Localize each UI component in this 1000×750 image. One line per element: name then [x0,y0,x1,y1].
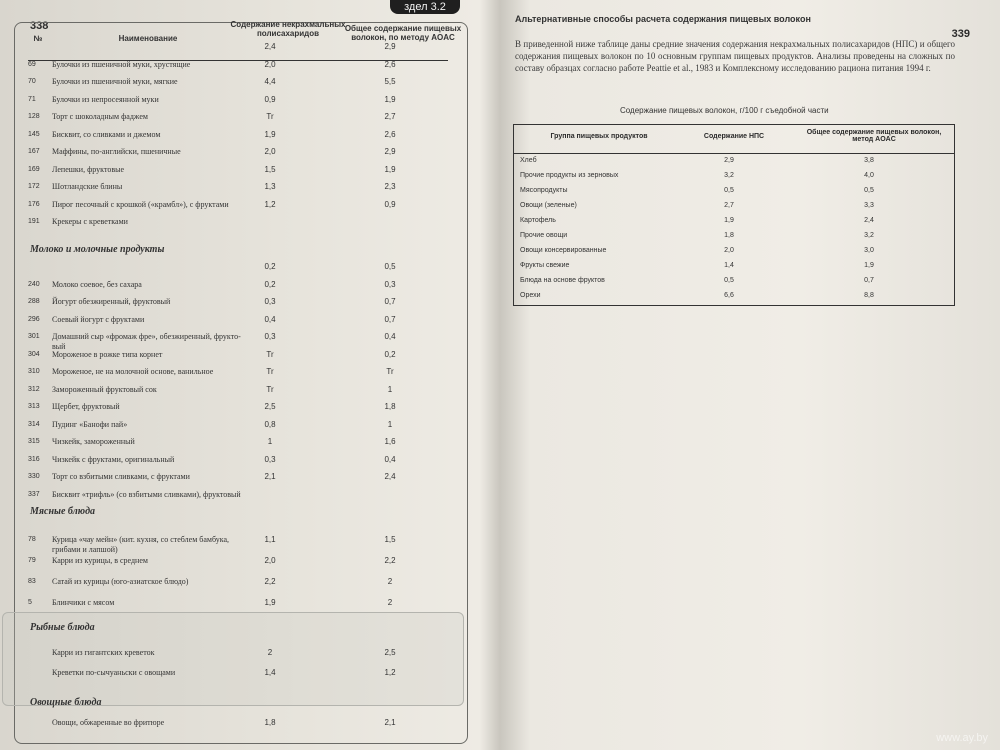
aoac-value: 8,8 [864,292,874,299]
nsp-value: 2,0 [724,247,734,254]
row-number: 169 [28,165,40,173]
nsp-value: 1,8 [724,232,734,239]
nsp-value: 0,2 [264,262,276,271]
aoac-value: 2,6 [384,129,396,139]
food-group: Картофель [520,217,556,224]
aoac-value: 2,3 [384,182,396,191]
nsp-value: 2,5 [264,402,276,411]
aoac-value: 0,2 [384,349,396,359]
aoac-value: 3,0 [864,247,874,254]
right-page [495,0,1000,750]
aoac-value: 0,4 [384,454,396,464]
nsp-value: 0,5 [724,277,734,284]
table-row [0,668,470,682]
nsp-value: 2,0 [264,556,276,565]
food-name: Крекеры с креветками [52,217,128,226]
intro-paragraph: В приведенной ниже таблице даны средние значения содержания некрахмальных полисахаридов (НПС) и общего содержания пищевых волокон по 10 основным группам пищевых продуктов. Анализы проведены на сложных по составу образцах согласно работе Peattie et al., 1983 и Комплексному исследованию рациона питания 1994 г. [515,39,955,73]
table-row [0,577,470,591]
table-row [0,556,470,570]
nsp-value: 1,5 [264,164,276,174]
aoac-value: 1,8 [384,402,396,411]
section-fish: Рыбные блюда [30,622,95,633]
table-row [0,367,470,381]
nsp-value: 3,2 [724,172,734,179]
food-group: Хлеб [520,157,537,164]
table-row [514,185,954,199]
table-row [514,170,954,184]
aoac-value: 2 [387,577,393,586]
table-row [0,472,470,486]
nsp-value: 0,5 [724,187,734,194]
col-no-header: № [33,34,43,43]
nsp-value: 0,2 [264,279,276,289]
nsp-value: Tr [266,384,274,394]
aoac-value: 1 [387,419,393,429]
fiber-table [513,124,955,306]
aoac-value: 2,7 [384,112,396,121]
row-number: 176 [28,200,40,208]
nsp-value: 2,0 [264,147,276,156]
row-number: 128 [28,113,40,120]
row-number: 304 [28,350,40,358]
food-name: Курица «чау мейн» (кит. кухня, со стеблем бамбука, грибами и лапшой) [52,535,230,554]
table-row [0,182,470,196]
aoac-value: Tr [386,367,394,376]
watermark: www.ay.by [936,732,988,744]
fiber-table-header [514,125,954,154]
nsp-value: 1,3 [264,182,276,191]
row-number: 191 [28,218,40,225]
aoac-value: 0,9 [384,199,396,209]
food-name: Креветки по-сычуаньски с овощами [52,668,176,677]
table-row [514,215,954,229]
food-name: Бисквит, со сливками и джемом [52,129,161,139]
food-name: Булочки из непросеянной муки [52,94,159,104]
table-row [0,402,470,416]
food-name: Йогурт обезжиренный, фруктовый [52,297,171,306]
table-row [0,332,470,351]
table-row [0,535,470,554]
nsp-value: Tr [266,349,274,359]
table-row [0,60,470,74]
aoac-value: 2 [387,598,393,607]
food-name: Молоко соевое, без сахара [52,279,142,289]
food-name: Маффины, по-английски, пшеничные [52,147,181,156]
aoac-value: 2,9 [384,147,396,156]
row-number: 296 [28,315,40,323]
table-row [0,77,470,91]
nsp-value: 1,8 [264,718,276,727]
nsp-value: 2 [267,648,273,657]
aoac-value: 2,9 [384,42,396,51]
nsp-value: 1,9 [264,598,276,607]
food-name: Торт с шоколадным фаджем [52,112,148,121]
food-name: Бисквит «трифль» (со взбитыми сливками), фруктовый [52,489,241,499]
row-number: 316 [28,455,40,463]
aoac-value: 3,3 [864,202,874,209]
food-group: Фрукты свежие [520,262,570,269]
nsp-value: 2,7 [724,202,734,209]
table-row [0,315,470,329]
nsp-value: 0,9 [264,94,276,104]
table-row [514,230,954,244]
table-row [0,130,470,144]
table-row [0,718,470,732]
aoac-value: 4,0 [864,172,874,179]
table-row [514,155,954,169]
aoac-value: 3,2 [864,232,874,239]
aoac-value: 3,8 [864,157,874,164]
food-group: Орехи [520,292,541,299]
row-number: 78 [28,536,36,543]
table-row [514,290,954,304]
col-nsp-header: Содержание некрахмальных полисахаридов [230,20,346,38]
aoac-value: 2,6 [384,59,396,69]
aoac-value: 2,2 [384,556,396,565]
aoac-value: 1,5 [384,535,396,544]
row-number: 313 [28,403,40,410]
nsp-value: 1,1 [264,535,276,544]
col-name-header: Наименование [118,34,178,43]
food-name: Чизкейк с фруктами, оригинальный [52,454,175,464]
aoac-value: 5,5 [384,77,396,86]
aoac-value: 0,7 [384,297,396,306]
nsp-value: 0,4 [264,314,276,324]
table-caption: Содержание пищевых волокон, г/100 г съедобной части [620,106,829,115]
table-row [514,200,954,214]
food-name: Замороженный фруктовый сок [52,384,157,394]
nsp-value: Tr [266,367,274,376]
row-number: 337 [28,490,40,498]
page-number-left: 338 [30,20,49,32]
nsp-value: 1 [267,437,273,446]
aoac-value: 1,9 [864,262,874,269]
aoac-value: 0,3 [384,279,396,289]
food-group: Овощи консервированные [520,247,607,254]
nsp-value: 2,4 [264,42,276,51]
table-row [0,350,470,364]
running-title: Альтернативные способы расчета содержания пищевых волокон [515,14,811,24]
aoac-value: 2,4 [384,472,396,481]
row-number: 71 [28,95,36,103]
table-row [0,147,470,161]
table-row [0,297,470,311]
row-number: 312 [28,385,40,393]
nsp-value: 2,1 [264,472,276,481]
section-tab: здел 3.2 [390,0,460,14]
row-number: 5 [28,599,32,606]
food-name: Пирог песочный с крошкой («крамбл»), с фруктами [52,199,229,209]
table-row [0,648,470,662]
aoac-value: 2,4 [864,217,874,224]
row-number: 167 [28,148,40,155]
row-number: 69 [28,60,36,68]
aoac-value: 0,5 [864,187,874,194]
nsp-value: 1,9 [724,217,734,224]
row-number: 145 [28,130,40,138]
food-name: Мороженое в рожке типа корнет [52,349,163,359]
nsp-value: Tr [266,112,274,121]
nsp-value: 2,2 [264,577,276,586]
row-number: 240 [28,280,40,288]
table-row [0,420,470,434]
nsp-value: 1,4 [724,262,734,269]
food-group: Прочие овощи [520,232,568,239]
aoac-value: 2,5 [384,648,396,657]
nsp-value: 4,4 [264,77,276,86]
page-number-right: 339 [951,28,970,40]
table-row [0,437,470,451]
food-name: Пудинг «Банофи пай» [52,419,128,429]
table-row [0,385,470,399]
nsp-value: 1,4 [264,668,276,677]
aoac-value: 0,7 [864,277,874,284]
food-name: Карри из курицы, в среднем [52,556,148,565]
food-group: Мясопродукты [520,187,568,194]
row-number: 314 [28,420,40,428]
food-name: Щербет, фруктовый [52,402,120,411]
table-row [514,245,954,259]
section-dairy: Молоко и молочные продукты [30,244,165,255]
table-row [0,112,470,126]
nsp-value: 2,0 [264,59,276,69]
food-name: Мороженое, не на молочной основе, ванильное [52,367,214,376]
table-row [0,455,470,469]
nsp-value: 2,9 [724,157,734,164]
left-page [0,0,485,750]
nsp-value: 0,3 [264,454,276,464]
food-name: Соевый йогурт с фруктами [52,314,145,324]
table-row [0,200,470,214]
row-number: 301 [28,333,40,340]
row-number: 310 [28,368,40,375]
nsp-value: 0,3 [264,297,276,306]
food-group: Прочие продукты из зерновых [520,172,619,179]
table-row [0,280,470,294]
row-number: 83 [28,578,36,585]
section-veg: Овощные блюда [30,697,102,708]
food-name: Блинчики с мясом [52,598,115,607]
aoac-value: 0,7 [384,314,396,324]
food-name: Овощи, обжаренные во фритюре [52,718,165,727]
row-number: 288 [28,298,40,305]
table-row [514,260,954,274]
table-row [0,217,470,231]
food-name: Булочки из пшеничной муки, хрустящие [52,59,191,69]
aoac-value: 0,5 [384,262,396,271]
table-row [514,275,954,289]
table-row [0,95,470,109]
food-group: Блюда на основе фруктов [520,277,605,284]
col-aoac-header: Общее содержание пищевых волокон, метод AOAC [806,129,942,143]
aoac-value: 1,9 [384,164,396,174]
food-name: Торт со взбитыми сливками, с фруктами [52,472,190,481]
aoac-value: 2,1 [384,718,396,727]
aoac-value: 0,4 [384,332,396,341]
food-name: Сатай из курицы (юго-азиатское блюдо) [52,577,189,586]
aoac-value: 1,9 [384,94,396,104]
food-name: Домашний сыр «фромаж фре», обезжиренный, фрукто-вый [52,332,241,351]
table-row [0,165,470,179]
table-row [0,598,470,612]
food-name: Карри из гигантских креветок [52,648,155,657]
col-aoac-header: Общее содержание пищевых волокон, по методу AOAC [344,24,462,42]
food-group: Овощи (зеленые) [520,202,577,209]
food-name: Чизкейк, замороженный [52,437,135,446]
row-number: 315 [28,438,40,445]
row-number: 330 [28,473,40,480]
nsp-value: 1,9 [264,129,276,139]
food-name: Булочки из пшеничной муки, мягкие [52,77,178,86]
row-number: 70 [28,78,36,85]
col-nsp-header: Содержание НПС [703,133,765,140]
food-name: Лепешки, фруктовые [52,164,125,174]
nsp-value: 0,8 [264,419,276,429]
nsp-value: 0,3 [264,332,276,341]
row-number: 172 [28,183,40,190]
section-meat: Мясные блюда [30,506,96,517]
food-name: Шотландские блины [52,182,123,191]
aoac-value: 1 [387,384,393,394]
table-row [0,490,470,504]
table-row [0,42,470,56]
col-group-header: Группа пищевых продуктов [550,133,648,140]
aoac-value: 1,6 [384,437,396,446]
nsp-value: 6,6 [724,292,734,299]
aoac-value: 1,2 [384,668,396,677]
row-number: 79 [28,557,36,564]
table-row [0,262,470,276]
nsp-value: 1,2 [264,199,276,209]
